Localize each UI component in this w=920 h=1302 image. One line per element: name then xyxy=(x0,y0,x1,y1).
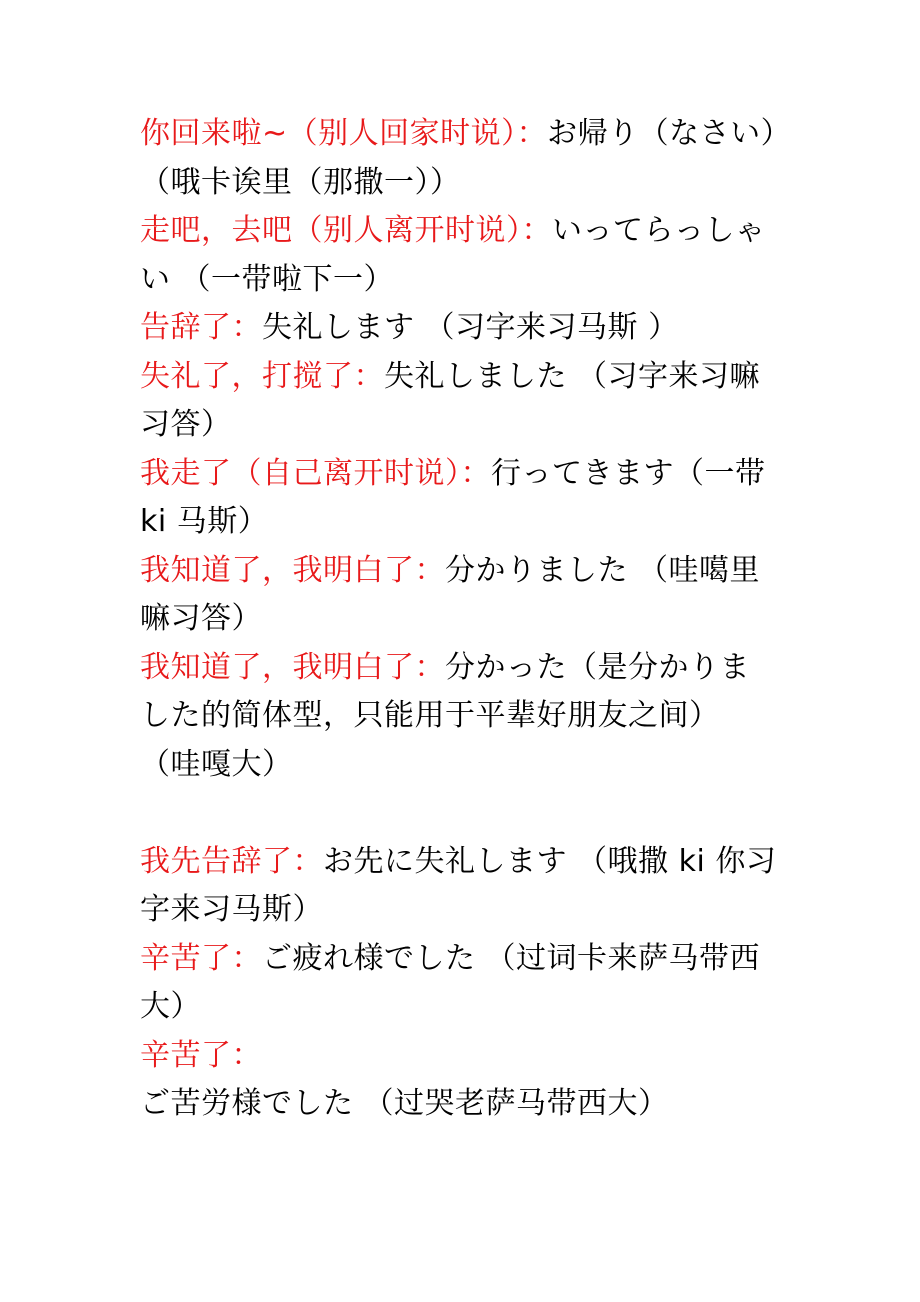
phrase-text: 分かりました （哇噶里嘛习答） xyxy=(140,552,761,636)
phrase-entry xyxy=(140,304,780,353)
phrase-label: 我知道了，我明白了： xyxy=(140,552,445,588)
phrase-text: ご苦労様でした （过哭老萨马带西大） xyxy=(140,1086,669,1121)
phrase-text: 失礼しました （习字来习嘛习答） xyxy=(140,358,761,442)
phrase-text: 失礼します （习字来习马斯 ） xyxy=(262,310,679,345)
phrase-label: 走吧，去吧（别人离开时说）： xyxy=(140,213,552,248)
phrase-entry xyxy=(140,935,780,1032)
phrase-label: 我知道了，我明白了： xyxy=(140,649,445,685)
phrase-entry xyxy=(140,1032,780,1129)
phrase-entry xyxy=(140,644,780,790)
phrase-label: 我走了（自己离开时说）： xyxy=(140,455,491,491)
phrase-entry xyxy=(140,450,780,547)
phrase-label: 告辞了： xyxy=(140,310,262,345)
phrase-entry xyxy=(140,547,780,644)
phrase-text: お帰り（なさい）（哦卡诶里（那撒一）） xyxy=(140,116,777,200)
phrase-text: お先に失礼します （哦撒 ki 你习字来习马斯） xyxy=(140,843,777,927)
phrase-label: 失礼了，打搅了： xyxy=(140,358,384,394)
phrase-entry xyxy=(140,207,780,304)
phrase-list xyxy=(140,110,780,1129)
phrase-entry xyxy=(140,353,780,450)
phrase-label: 辛苦了： xyxy=(140,940,262,976)
phrase-text: ご疲れ様でした （过词卡来萨马带西大） xyxy=(140,940,761,1024)
blank-line xyxy=(140,789,780,838)
phrase-text: 行ってきます（一带 ki 马斯） xyxy=(140,455,766,539)
phrase-label: 你回来啦~（别人回家时说）： xyxy=(140,116,548,151)
phrase-entry xyxy=(140,110,780,207)
phrase-text: いってらっしゃい （一带啦下一） xyxy=(140,213,766,297)
phrase-label: 我先告辞了： xyxy=(140,843,323,879)
phrase-text: 分かった（是分かりました的简体型，只能用于平辈好朋友之间） （哇嘎大） xyxy=(140,649,750,782)
phrase-label: 辛苦了： xyxy=(140,1037,262,1073)
phrase-entry xyxy=(140,838,780,935)
